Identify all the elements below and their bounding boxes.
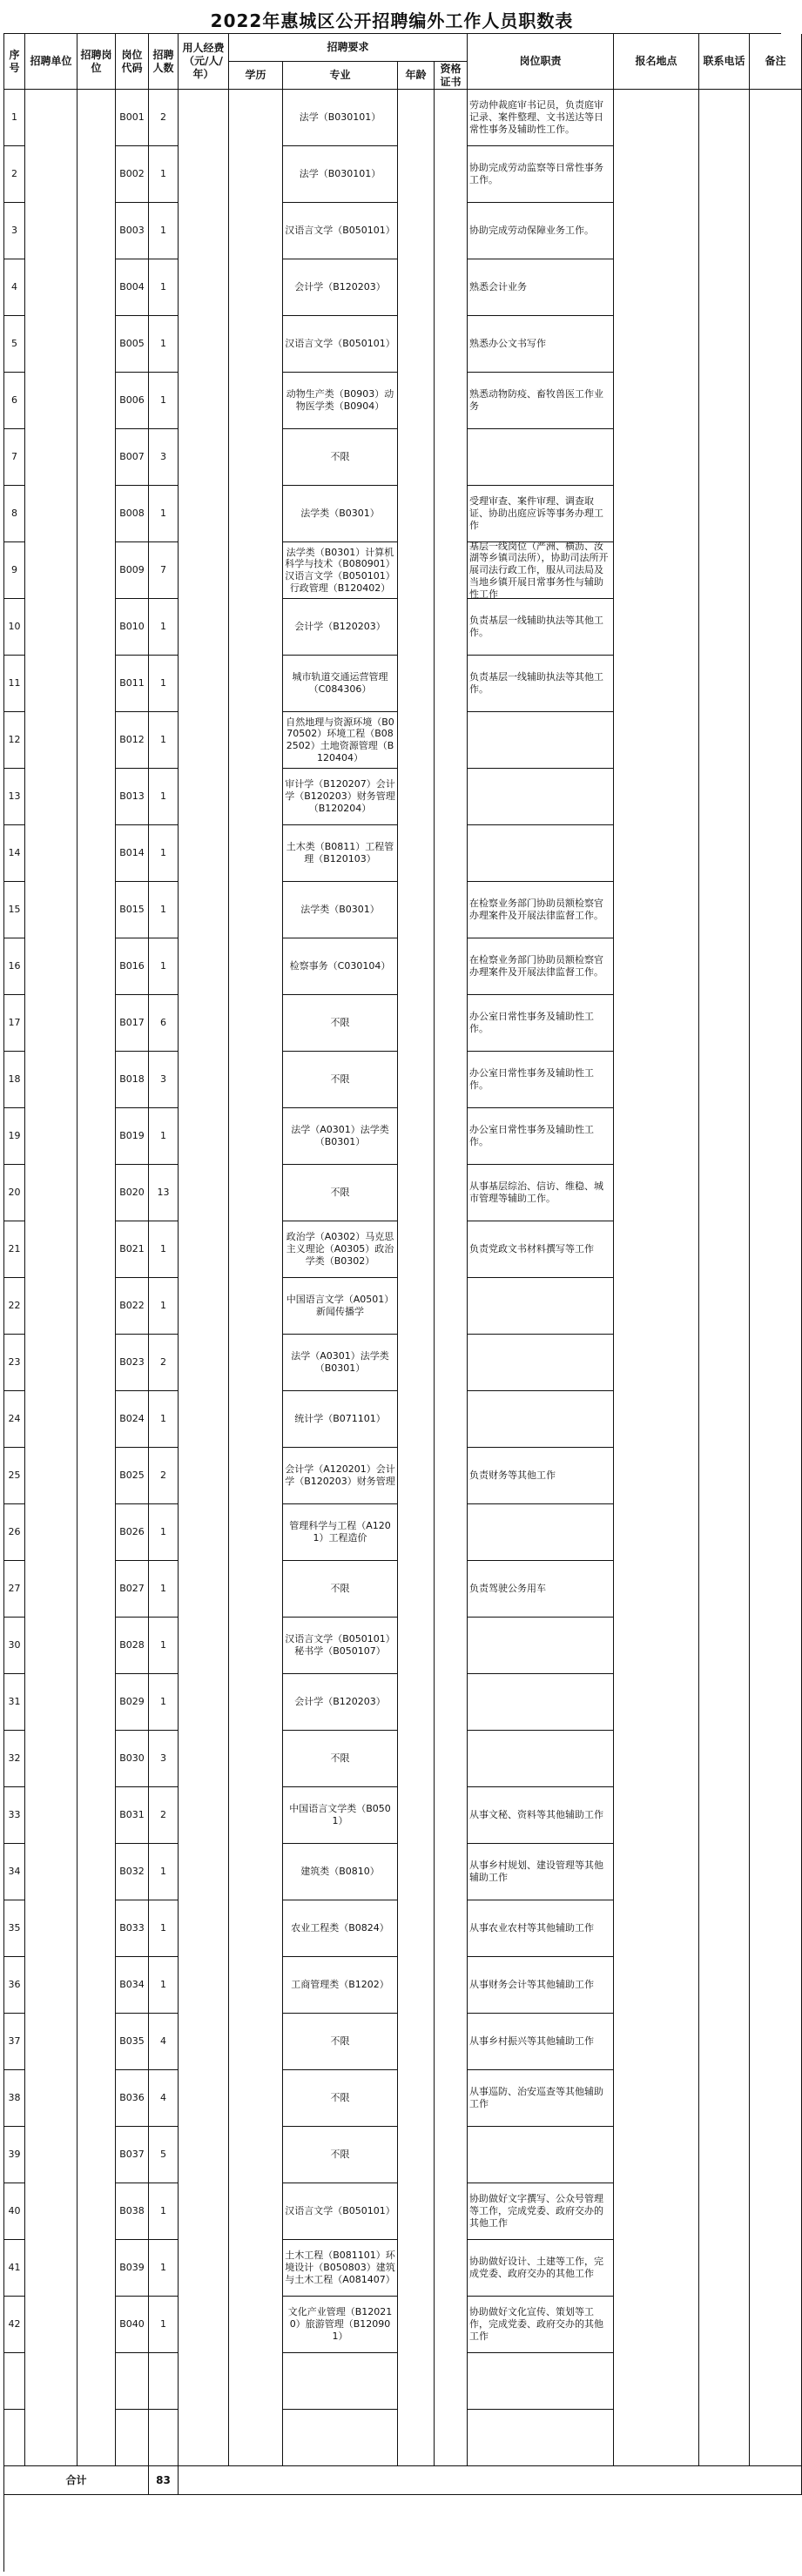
total-count: 83 [149, 2466, 179, 2495]
row-no: 17 [4, 995, 25, 1052]
row-code: B018 [116, 1052, 149, 1108]
row-duty: 基层一线岗位（严洲、横沥、汝湖等乡镇司法所），协助司法所开展司法行政工作，服从司法局及当地乡镇开展日常事务性与辅助性工作 [468, 542, 614, 599]
row-duty: 熟悉动物防疫、畜牧兽医工作业务 [468, 373, 614, 429]
row-no: 32 [4, 1731, 25, 1787]
row-count: 1 [149, 146, 179, 203]
row-no: 10 [4, 599, 25, 656]
row-no: 4 [4, 259, 25, 316]
row-code: B034 [116, 1957, 149, 2014]
row-major: 法学（A0301）法学类（B0301） [283, 1335, 398, 1391]
row-count: 1 [149, 259, 179, 316]
row-major: 汉语言文学（B050101）秘书学（B050107） [283, 1618, 398, 1674]
header-edu: 学历 [229, 62, 283, 90]
row-duty [468, 712, 614, 769]
row-code: B006 [116, 373, 149, 429]
cost-column [179, 90, 229, 2466]
row-no: 38 [4, 2070, 25, 2127]
row-major: 土木类（B0811）工程管理（B120103） [283, 825, 398, 882]
row-code: B001 [116, 90, 149, 146]
row-no: 41 [4, 2240, 25, 2297]
row-duty: 负责基层一线辅助执法等其他工作。 [468, 599, 614, 656]
row-count: 1 [149, 712, 179, 769]
row-code: B012 [116, 712, 149, 769]
row-duty [468, 1504, 614, 1561]
header-code: 岗位代码 [116, 34, 149, 90]
edu-column [229, 90, 283, 2466]
row-major: 会计学（B120203） [283, 259, 398, 316]
row-major [283, 2353, 398, 2410]
row-major: 法学类（B0301） [283, 882, 398, 938]
row-code: B010 [116, 599, 149, 656]
row-code: B023 [116, 1335, 149, 1391]
row-duty: 从事农业农村等其他辅助工作 [468, 1900, 614, 1957]
row-code: B019 [116, 1108, 149, 1165]
row-code: B015 [116, 882, 149, 938]
row-code: B038 [116, 2183, 149, 2240]
row-no: 12 [4, 712, 25, 769]
row-count: 1 [149, 373, 179, 429]
row-major: 不限 [283, 429, 398, 486]
row-no: 11 [4, 656, 25, 712]
row-code: B039 [116, 2240, 149, 2297]
row-count: 1 [149, 1844, 179, 1900]
phone-column [699, 90, 750, 2466]
header-no: 序号 [4, 34, 25, 90]
page-title: 2022年惠城区公开招聘编外工作人员职数表 [210, 10, 574, 31]
row-code: B028 [116, 1618, 149, 1674]
row-duty: 熟悉会计业务 [468, 259, 614, 316]
row-major: 检察事务（C030104） [283, 938, 398, 995]
header-place: 报名地点 [614, 34, 699, 90]
row-duty: 从事基层综治、信访、维稳、城市管理等辅助工作。 [468, 1165, 614, 1221]
row-no: 18 [4, 1052, 25, 1108]
row-duty [468, 1335, 614, 1391]
row-major: 法学类（B0301）计算机科学与技术（B080901）汉语言文学（B050101）行政管理（B120402） [283, 542, 398, 599]
row-count: 1 [149, 1221, 179, 1278]
row-duty [468, 2127, 614, 2183]
row-no: 21 [4, 1221, 25, 1278]
row-major: 法学（A0301）法学类（B0301） [283, 1108, 398, 1165]
row-code [116, 2410, 149, 2466]
row-count: 3 [149, 429, 179, 486]
row-code: B032 [116, 1844, 149, 1900]
row-code: B005 [116, 316, 149, 373]
row-no: 6 [4, 373, 25, 429]
row-major: 不限 [283, 2127, 398, 2183]
row-major: 不限 [283, 1052, 398, 1108]
row-count: 1 [149, 2240, 179, 2297]
row-count: 1 [149, 203, 179, 259]
row-no: 5 [4, 316, 25, 373]
row-duty: 劳动仲裁庭审书记员，负责庭审记录、案件整理、文书送达等日常性事务及辅助性工作。 [468, 90, 614, 146]
row-count: 1 [149, 599, 179, 656]
row-no: 25 [4, 1448, 25, 1504]
row-count: 1 [149, 1618, 179, 1674]
row-count: 2 [149, 90, 179, 146]
row-duty: 办公室日常性事务及辅助性工作。 [468, 1052, 614, 1108]
recruitment-table [3, 33, 786, 2572]
row-major: 会计学（A120201）会计学（B120203）财务管理 [283, 1448, 398, 1504]
row-duty [468, 1278, 614, 1335]
row-major: 不限 [283, 995, 398, 1052]
row-no: 37 [4, 2014, 25, 2070]
row-duty: 协助做好文化宣传、策划等工作，完成党委、政府交办的其他工作 [468, 2297, 614, 2353]
row-no: 7 [4, 429, 25, 486]
row-duty: 从事财务会计等其他辅助工作 [468, 1957, 614, 2014]
row-code [116, 2353, 149, 2410]
header-age: 年龄 [398, 62, 435, 90]
row-major: 会计学（B120203） [283, 1674, 398, 1731]
row-no: 20 [4, 1165, 25, 1221]
row-count: 1 [149, 2183, 179, 2240]
row-no: 31 [4, 1674, 25, 1731]
row-no: 19 [4, 1108, 25, 1165]
row-count: 1 [149, 1900, 179, 1957]
row-count: 1 [149, 769, 179, 825]
header-cert: 资格证书 [435, 62, 468, 90]
header-count: 招聘人数 [149, 34, 179, 90]
row-major: 建筑类（B0810） [283, 1844, 398, 1900]
row-count: 2 [149, 1448, 179, 1504]
row-code: B026 [116, 1504, 149, 1561]
row-count: 1 [149, 486, 179, 542]
row-major: 动物生产类（B0903）动物医学类（B0904） [283, 373, 398, 429]
header-position: 招聘岗位 [78, 34, 116, 90]
row-no: 15 [4, 882, 25, 938]
row-no: 26 [4, 1504, 25, 1561]
row-code: B020 [116, 1165, 149, 1221]
row-duty [468, 825, 614, 882]
row-duty: 受理审查、案件审理、调查取证、协助出庭应诉等事务办理工作 [468, 486, 614, 542]
row-count: 1 [149, 1278, 179, 1335]
row-code: B021 [116, 1221, 149, 1278]
total-label: 合计 [4, 2466, 149, 2495]
row-no: 34 [4, 1844, 25, 1900]
row-major: 统计学（B071101） [283, 1391, 398, 1448]
row-duty [468, 2353, 614, 2410]
row-no: 13 [4, 769, 25, 825]
row-count: 7 [149, 542, 179, 599]
row-duty: 协助完成劳动监察等日常性事务工作。 [468, 146, 614, 203]
row-duty: 熟悉办公文书写作 [468, 316, 614, 373]
row-count: 6 [149, 995, 179, 1052]
row-no: 1 [4, 90, 25, 146]
row-count: 3 [149, 1731, 179, 1787]
row-no: 27 [4, 1561, 25, 1618]
row-no [4, 2353, 25, 2410]
row-duty [468, 2410, 614, 2466]
row-code: B024 [116, 1391, 149, 1448]
row-no: 9 [4, 542, 25, 599]
header-phone: 联系电话 [699, 34, 750, 90]
row-duty [468, 1731, 614, 1787]
row-count: 1 [149, 938, 179, 995]
row-duty [468, 1618, 614, 1674]
row-major: 自然地理与资源环境（B070502）环境工程（B082502）土地资源管理（B120404） [283, 712, 398, 769]
header-unit: 招聘单位 [25, 34, 78, 90]
row-code: B037 [116, 2127, 149, 2183]
row-major: 不限 [283, 1731, 398, 1787]
header-cost: 用人经费（元/人/年） [179, 34, 229, 90]
row-count: 1 [149, 1561, 179, 1618]
row-no: 35 [4, 1900, 25, 1957]
row-no: 22 [4, 1278, 25, 1335]
row-count: 4 [149, 2070, 179, 2127]
row-code: B025 [116, 1448, 149, 1504]
row-code: B008 [116, 486, 149, 542]
row-no: 14 [4, 825, 25, 882]
position-column [78, 90, 116, 2466]
row-major: 土木工程（B081101）环境设计（B050803）建筑与土木工程（A081407） [283, 2240, 398, 2297]
row-duty: 从事乡村振兴等其他辅助工作 [468, 2014, 614, 2070]
row-major: 文化产业管理（B120210）旅游管理（B120901） [283, 2297, 398, 2353]
total-filler [179, 2466, 802, 2495]
row-major: 政治学（A0302）马克思主义理论（A0305）政治学类（B0302） [283, 1221, 398, 1278]
row-duty [468, 769, 614, 825]
row-major: 不限 [283, 2014, 398, 2070]
row-count: 2 [149, 1787, 179, 1844]
row-code: B017 [116, 995, 149, 1052]
row-count: 1 [149, 1504, 179, 1561]
row-code: B004 [116, 259, 149, 316]
row-duty: 从事巡防、治安巡查等其他辅助工作 [468, 2070, 614, 2127]
row-major: 汉语言文学（B050101） [283, 203, 398, 259]
row-code: B030 [116, 1731, 149, 1787]
unit-column [25, 90, 78, 2466]
age-column [398, 90, 435, 2466]
row-duty: 办公室日常性事务及辅助性工作。 [468, 995, 614, 1052]
row-major: 汉语言文学（B050101） [283, 2183, 398, 2240]
row-major: 中国语言文学类（B0501） [283, 1787, 398, 1844]
row-code: B009 [116, 542, 149, 599]
row-major: 法学（B030101） [283, 146, 398, 203]
row-code: B029 [116, 1674, 149, 1731]
row-code: B013 [116, 769, 149, 825]
row-major: 审计学（B120207）会计学（B120203）财务管理（B120204） [283, 769, 398, 825]
row-no: 16 [4, 938, 25, 995]
row-count: 2 [149, 1335, 179, 1391]
row-duty [468, 429, 614, 486]
row-major: 会计学（B120203） [283, 599, 398, 656]
row-no: 23 [4, 1335, 25, 1391]
row-count: 13 [149, 1165, 179, 1221]
row-code: B007 [116, 429, 149, 486]
row-no: 24 [4, 1391, 25, 1448]
row-major: 法学类（B0301） [283, 486, 398, 542]
row-count: 4 [149, 2014, 179, 2070]
row-code: B011 [116, 656, 149, 712]
row-major: 汉语言文学（B050101） [283, 316, 398, 373]
row-major [283, 2410, 398, 2466]
row-no: 40 [4, 2183, 25, 2240]
row-no [4, 2410, 25, 2466]
row-major: 城市轨道交通运营管理（C084306） [283, 656, 398, 712]
row-major: 不限 [283, 1561, 398, 1618]
row-count: 1 [149, 316, 179, 373]
row-code: B027 [116, 1561, 149, 1618]
row-duty: 协助完成劳动保障业务工作。 [468, 203, 614, 259]
header-duty: 岗位职责 [468, 34, 614, 90]
row-code: B036 [116, 2070, 149, 2127]
row-count: 3 [149, 1052, 179, 1108]
row-no: 36 [4, 1957, 25, 2014]
row-duty: 协助做好设计、土建等工作，完成党委、政府交办的其他工作 [468, 2240, 614, 2297]
row-count: 1 [149, 882, 179, 938]
row-duty: 负责财务等其他工作 [468, 1448, 614, 1504]
place-column [614, 90, 699, 2466]
row-count [149, 2410, 179, 2466]
row-duty: 负责驾驶公务用车 [468, 1561, 614, 1618]
row-code: B035 [116, 2014, 149, 2070]
row-duty [468, 1674, 614, 1731]
row-major: 农业工程类（B0824） [283, 1900, 398, 1957]
row-duty: 协助做好文字撰写、公众号管理等工作，完成党委、政府交办的其他工作 [468, 2183, 614, 2240]
row-major: 管理科学与工程（A1201）工程造价 [283, 1504, 398, 1561]
row-no: 42 [4, 2297, 25, 2353]
row-duty: 负责党政文书材料撰写等工作 [468, 1221, 614, 1278]
header-major: 专业 [283, 62, 398, 90]
row-duty [468, 1391, 614, 1448]
row-no: 33 [4, 1787, 25, 1844]
row-code: B003 [116, 203, 149, 259]
row-count: 1 [149, 825, 179, 882]
row-major: 工商管理类（B1202） [283, 1957, 398, 2014]
row-count [149, 2353, 179, 2410]
row-duty: 在检察业务部门协助员额检察官办理案件及开展法律监督工作。 [468, 938, 614, 995]
row-count: 1 [149, 2297, 179, 2353]
row-code: B022 [116, 1278, 149, 1335]
row-code: B033 [116, 1900, 149, 1957]
header-note: 备注 [750, 34, 802, 90]
row-count: 1 [149, 1391, 179, 1448]
row-no: 30 [4, 1618, 25, 1674]
row-duty: 负责基层一线辅助执法等其他工作。 [468, 656, 614, 712]
row-code: B014 [116, 825, 149, 882]
row-code: B040 [116, 2297, 149, 2353]
row-duty: 在检察业务部门协助员额检察官办理案件及开展法律监督工作。 [468, 882, 614, 938]
row-count: 1 [149, 1108, 179, 1165]
note-column [750, 90, 802, 2466]
row-no: 2 [4, 146, 25, 203]
row-duty: 从事文秘、资料等其他辅助工作 [468, 1787, 614, 1844]
row-major: 不限 [283, 1165, 398, 1221]
row-major: 中国语言文学（A0501）新闻传播学 [283, 1278, 398, 1335]
row-code: B031 [116, 1787, 149, 1844]
row-major: 法学（B030101） [283, 90, 398, 146]
row-code: B016 [116, 938, 149, 995]
row-count: 1 [149, 656, 179, 712]
row-no: 39 [4, 2127, 25, 2183]
cert-column [435, 90, 468, 2466]
row-count: 1 [149, 1957, 179, 2014]
row-count: 5 [149, 2127, 179, 2183]
row-duty: 从事乡村规划、建设管理等其他辅助工作 [468, 1844, 614, 1900]
row-major: 不限 [283, 2070, 398, 2127]
row-no: 3 [4, 203, 25, 259]
row-no: 8 [4, 486, 25, 542]
row-duty: 办公室日常性事务及辅助性工作。 [468, 1108, 614, 1165]
header-requirements: 招聘要求 [229, 34, 468, 62]
row-count: 1 [149, 1674, 179, 1731]
row-code: B002 [116, 146, 149, 203]
